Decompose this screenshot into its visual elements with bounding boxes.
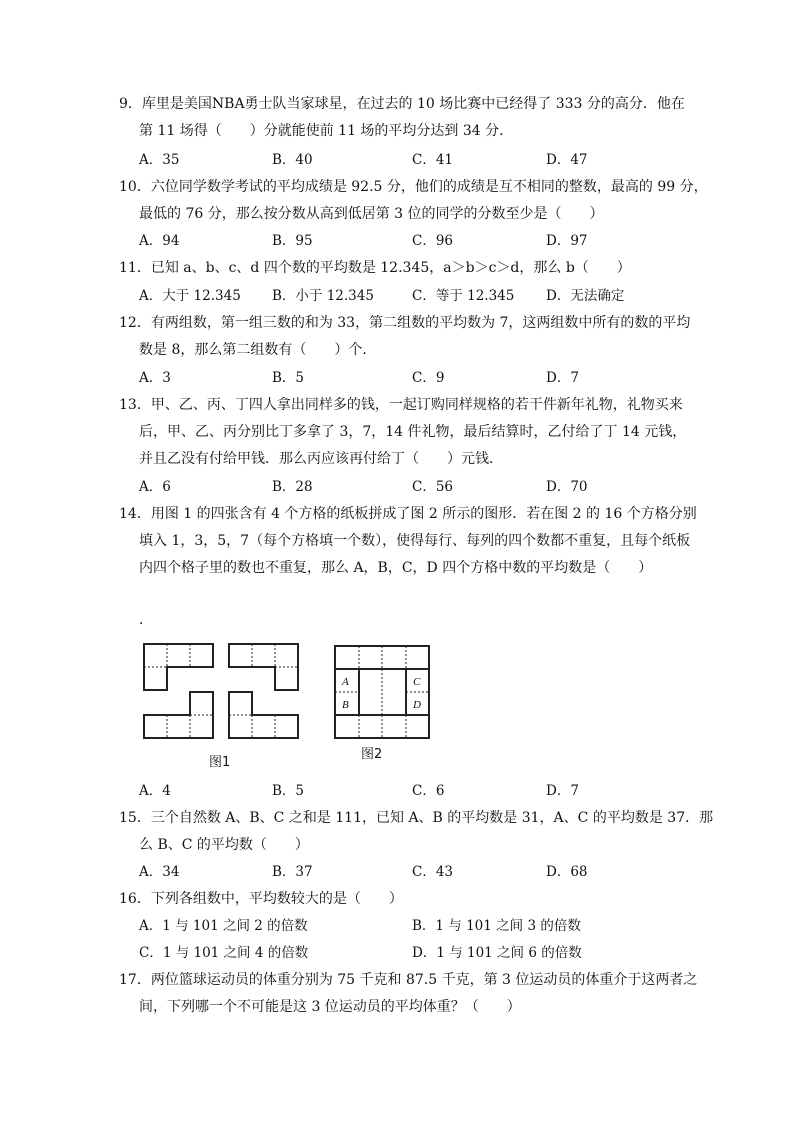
q10-option-a: A．94 xyxy=(139,233,180,249)
q13-option-d: D．70 xyxy=(546,479,588,495)
fig1-piece-bottom-right xyxy=(229,692,298,738)
q13-line3: 并且乙没有付给甲钱．那么丙应该再付给丁（ ）元钱． xyxy=(139,451,503,467)
figure-1 xyxy=(140,640,302,742)
q16-option-d: D．1 与 101 之间 6 的倍数 xyxy=(412,945,582,961)
q9-option-a: A．35 xyxy=(139,152,180,168)
q11-option-c: C．等于 12.345 xyxy=(412,288,515,304)
q13-line2: 后，甲、乙、丙分别比丁多拿了 3，7，14 件礼物，最后结算时，乙付给了丁 14 元钱， xyxy=(139,424,687,440)
q15-option-a: A．34 xyxy=(139,864,180,880)
figure-2 xyxy=(331,642,433,740)
q14-line1: 14．用图 1 的四张含有 4 个方格的纸板拼成了图 2 所示的图形．若在图 2 的 16 个方格分别 xyxy=(119,506,697,522)
q10-option-b: B．95 xyxy=(272,233,313,249)
q12-option-b: B．5 xyxy=(272,370,305,386)
q16-option-a: A．1 与 101 之间 2 的倍数 xyxy=(139,918,308,934)
q15-option-c: C．43 xyxy=(412,864,454,880)
q15-line2: 么 B、C 的平均数（ ） xyxy=(139,837,309,853)
q14-line2: 填入 1，3，5，7（每个方格填一个数），使得每行、每列的四个数都不重复，且每个纸板 xyxy=(139,533,691,549)
q12-line2: 数是 8，那么第二组数有（ ）个． xyxy=(139,342,377,358)
q9-line1: 9．库里是美国NBA勇士队当家球星，在过去的 10 场比赛中已经得了 333 分的高分．他在 xyxy=(119,96,685,112)
q11-option-d: D．无法确定 xyxy=(546,288,625,304)
q16-option-c: C．1 与 101 之间 4 的倍数 xyxy=(139,945,309,961)
q15-line1: 15．三个自然数 A、B、C 之和是 111，已知 A、B 的平均数是 31，A、C 的平均数是 37．那 xyxy=(119,810,714,826)
q17-line1: 17．两位篮球运动员的体重分别为 75 千克和 87.5 千克，第 3 位运动员的体重介于这两者之 xyxy=(119,972,698,988)
q14-trailing-dot: . xyxy=(139,612,144,628)
fig1-piece-top-left xyxy=(144,644,213,690)
q11-option-b: B．小于 12.345 xyxy=(272,288,374,304)
q15-option-d: D．68 xyxy=(546,864,588,880)
q13-option-a: A．6 xyxy=(139,479,171,495)
q12-option-c: C．9 xyxy=(412,370,445,386)
q9-option-c: C．41 xyxy=(412,152,454,168)
fig2-cell-a: A xyxy=(342,676,349,688)
q9-option-b: B．40 xyxy=(272,152,313,168)
fig1-piece-top-right xyxy=(229,644,298,690)
fig2-cell-d: D xyxy=(413,699,421,711)
q14-option-a: A．4 xyxy=(139,783,171,799)
q12-option-d: D．7 xyxy=(546,370,579,386)
q10-line1: 10．六位同学数学考试的平均成绩是 92.5 分，他们的成绩是互不相同的整数，最高的 99 分， xyxy=(119,179,708,195)
q9-line2: 第 11 场得（ ）分就能使前 11 场的平均分达到 34 分． xyxy=(139,123,514,139)
figure-2-caption: 图2 xyxy=(361,747,383,762)
q16-option-b: B．1 与 101 之间 3 的倍数 xyxy=(412,918,581,934)
q16-line1: 16．下列各组数中，平均数较大的是（ ） xyxy=(119,891,403,907)
q11-line1: 11．已知 a、b、c、d 四个数的平均数是 12.345，a＞b＞c＞d，那么 b（ ） xyxy=(119,260,631,276)
fig1-piece-bottom-left xyxy=(144,692,213,738)
q17-line2: 间，下列哪一个不可能是这 3 位运动员的平均体重？（ ） xyxy=(139,999,521,1015)
q11-option-a: A．大于 12.345 xyxy=(139,288,241,304)
q12-option-a: A．3 xyxy=(139,370,171,386)
q10-option-c: C．96 xyxy=(412,233,454,249)
q13-line1: 13．甲、乙、丙、丁四人拿出同样多的钱，一起订购同样规格的若干件新年礼物，礼物买来 xyxy=(119,397,683,413)
fig2-cell-b: B xyxy=(342,699,349,711)
fig2-cell-c: C xyxy=(413,676,421,688)
q12-line1: 12．有两组数，第一组三数的和为 33，第二组数的平均数为 7，这两组数中所有的数的平均 xyxy=(119,315,691,331)
q15-option-b: B．37 xyxy=(272,864,313,880)
q14-option-b: B．5 xyxy=(272,783,305,799)
q10-line2: 最低的 76 分，那么按分数从高到低居第 3 位的同学的分数至少是（ ） xyxy=(139,206,604,222)
figure-1-caption: 图1 xyxy=(209,755,231,770)
q14-option-c: C．6 xyxy=(412,783,445,799)
q10-option-d: D．97 xyxy=(546,233,588,249)
q14-line3: 内四个格子里的数也不重复，那么 A，B，C，D 四个方格中数的平均数是（ ） xyxy=(139,560,653,576)
q9-option-d: D．47 xyxy=(546,152,588,168)
q13-option-c: C．56 xyxy=(412,479,454,495)
q14-option-d: D．7 xyxy=(546,783,579,799)
q13-option-b: B．28 xyxy=(272,479,313,495)
